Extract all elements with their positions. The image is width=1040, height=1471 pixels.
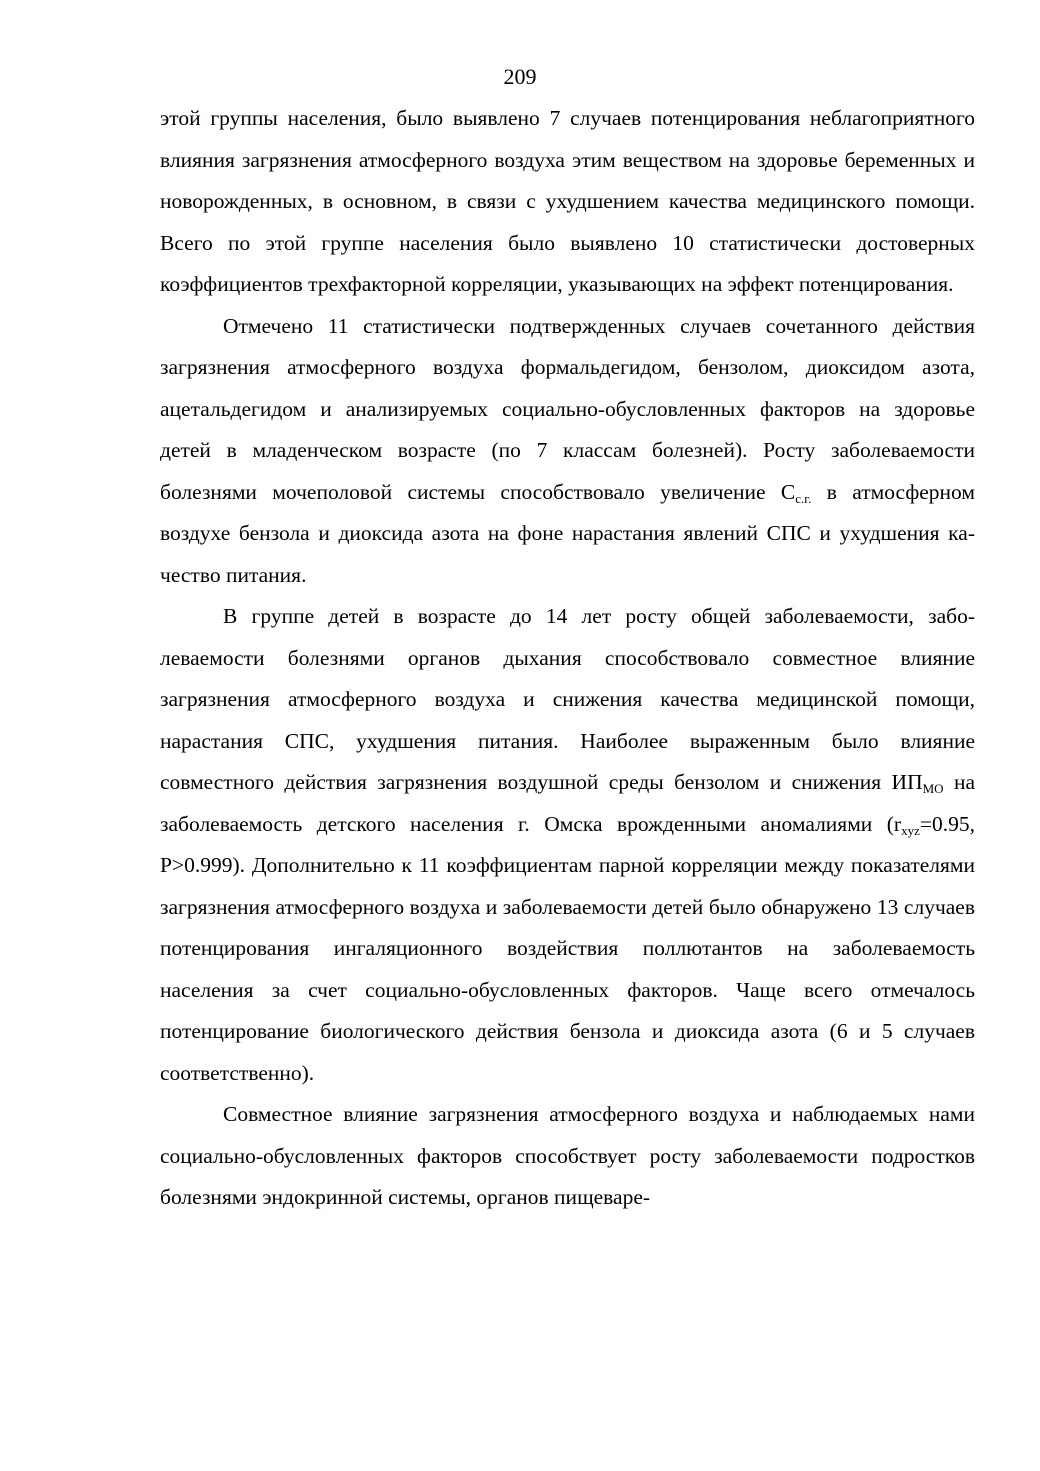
paragraph-4 [160, 1094, 975, 1219]
paragraph-1 [160, 98, 975, 306]
paragraph-2 [160, 306, 975, 597]
text-run: на заболеваемость детского населения г. Омска врожденными аномалиями (r [160, 770, 975, 836]
body-text [160, 98, 975, 1219]
paragraph-3 [160, 596, 975, 1094]
page-number: 209 [503, 64, 537, 89]
text-run: =0.95, P>0.999). Дополнительно к 11 коэффициентам парной корреляции между показателями загрязнения атмосферного воздуха и заболеваемости детей было обнаружено 13 случаев потенцирования ингаляционного воздействия поллютантов на заболеваемость населения за счет социально-обусловленных факторов. Чаще всего отмечалось потенцирование биологического действия бензола и диоксида азота (6 и 5 случаев соответственно). [160, 811, 975, 1085]
subscript: с.г. [795, 490, 812, 506]
text-run: В группе детей в возрасте до 14 лет росту общей заболеваемости, заболеваемости болезнями органов дыхания способствовало совместное влияние загрязнения атмосферного воздуха и снижения качества медицинской помощи, нарастания СПС, ухудшения питания. Наиболее выраженным было влияние совместного действия загрязнения воздушной среды бензолом и снижения ИП [160, 604, 975, 794]
text-run: Отмечено 11 статистически подтвержденных случаев сочетанного действия загрязнения атмосферного воздуха формальдегидом, бензолом, диоксидом азота, ацетальдегидом и анализируемых социально-обусловленных факторов на здоровье детей в младенческом возрасте (по 7 классам болезней). Росту заболеваемости болезнями мочеполовой системы способствовало увеличение С [160, 313, 975, 504]
text-run: этой группы населения, было выявлено 7 случаев потенцирования неблагоприятного влияния загрязнения атмосферного воздуха этим веществом на здоровье беременных и новорожденных, в основном, в связи с ухудшением качества медицинского помощи. Всего по этой группе населения было выявлено 10 статистически достоверных коэффициентов трехфакторной корреляции, указывающих на эффект потенцирования. [160, 106, 975, 296]
subscript: МО [922, 781, 944, 796]
subscript: xyz [901, 822, 920, 838]
text-run: Совместное влияние загрязнения атмосферного воздуха и наблюдаемых нами социально-обусловленных факторов способствует росту заболеваемости подростков болезнями эндокринной системы, органов пищеваре- [160, 1102, 975, 1209]
text-run: в атмосферном воздухе бензола и диоксида азота на фоне нарастания явлений СПС и ухудшения качество питания. [160, 479, 976, 587]
